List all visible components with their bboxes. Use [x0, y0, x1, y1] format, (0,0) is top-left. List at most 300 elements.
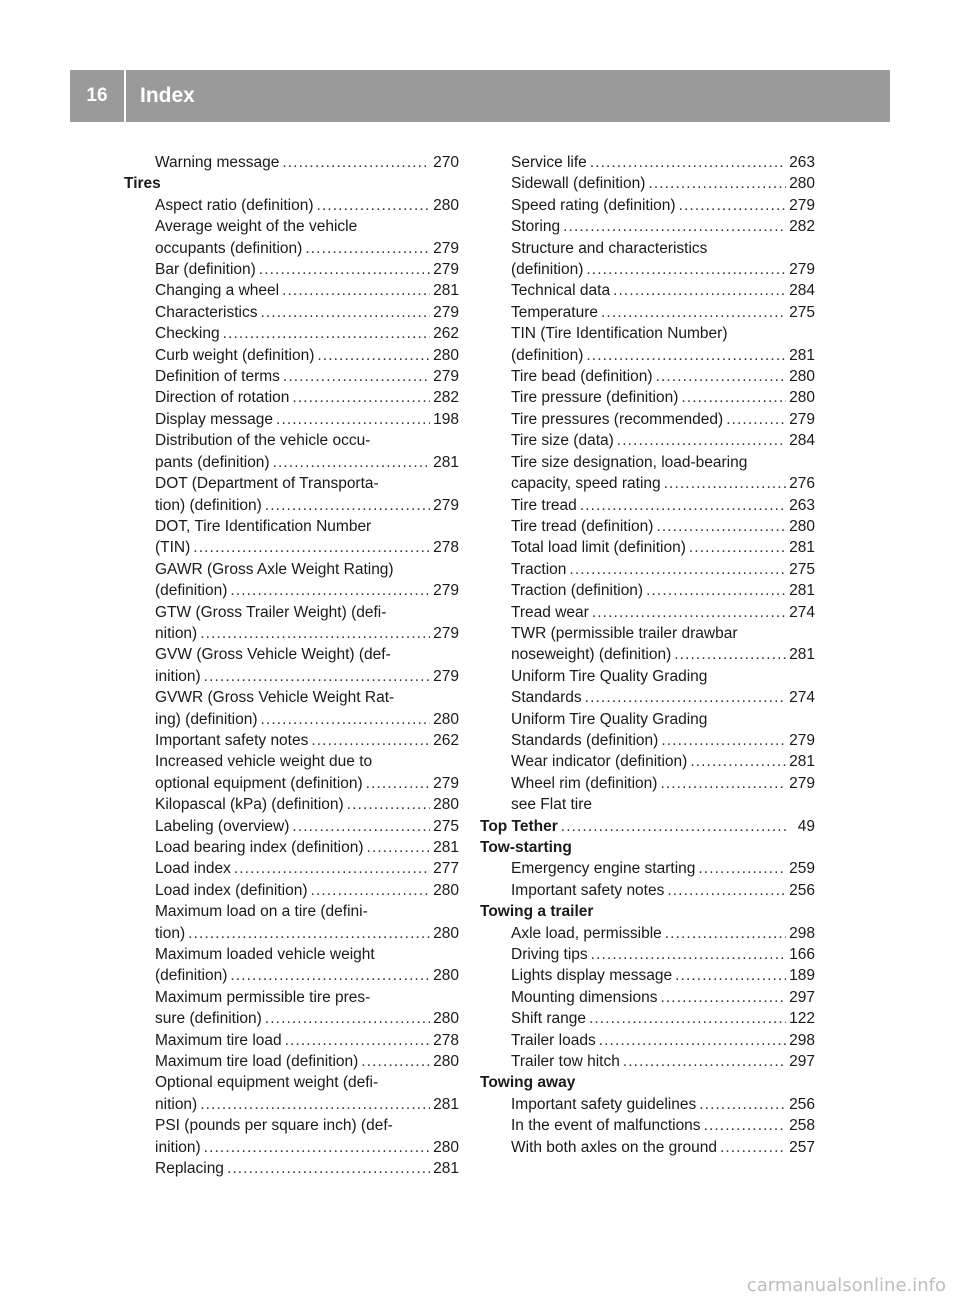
entry-label: (TIN)	[155, 539, 191, 557]
page-ref: 280	[433, 881, 459, 899]
dot-leader	[681, 387, 786, 408]
dot-leader	[585, 687, 786, 708]
dot-leader	[699, 1094, 786, 1115]
index-entry	[124, 944, 459, 965]
entry-label: Maximum tire load	[155, 1031, 282, 1049]
index-entry	[480, 1115, 815, 1136]
entry-label: Uniform Tire Quality Grading	[511, 710, 708, 728]
dot-leader	[204, 666, 430, 687]
page-ref: 280	[433, 796, 459, 814]
entry-label: Definition of terms	[155, 368, 280, 386]
dot-leader	[656, 516, 786, 537]
page-ref: 279	[433, 774, 459, 792]
entry-label: Important safety notes	[511, 881, 665, 899]
index-entry	[480, 323, 815, 344]
page-ref: 270	[433, 154, 459, 171]
index-entry	[480, 1094, 815, 1115]
page-ref: 279	[433, 303, 459, 321]
index-entry	[124, 794, 459, 815]
page-ref: 279	[789, 261, 815, 279]
entry-label: ing) (definition)	[155, 710, 258, 728]
index-entry	[124, 259, 459, 280]
dot-leader	[674, 644, 786, 665]
index-entry	[124, 387, 459, 408]
page-ref: 275	[433, 817, 459, 835]
entry-label: TWR (permissible trailer drawbar	[511, 624, 738, 642]
entry-label: (definition)	[155, 967, 228, 985]
entry-label: Changing a wheel	[155, 282, 280, 300]
dot-leader	[656, 366, 786, 387]
dot-leader	[285, 1030, 430, 1051]
entry-label: Distribution of the vehicle occu-	[155, 432, 371, 450]
entry-label: Mounting dimensions	[511, 988, 658, 1006]
page-ref: 279	[789, 410, 815, 428]
dot-leader	[273, 452, 430, 473]
page-ref: 49	[797, 817, 815, 835]
index-entry	[480, 1051, 815, 1072]
page-ref: 189	[789, 967, 815, 985]
page-ref: 122	[789, 1010, 815, 1028]
entry-label: Tire bead (definition)	[511, 368, 653, 386]
index-entry	[124, 216, 459, 237]
entry-label: Standards	[511, 689, 582, 707]
index-entry	[124, 644, 459, 665]
entry-label: Technical data	[511, 282, 611, 300]
index-entry	[480, 495, 815, 516]
entry-label: Curb weight (definition)	[155, 346, 315, 364]
page-ref: 298	[789, 1031, 815, 1049]
entry-label: Tires	[124, 175, 161, 193]
entry-label: Shift range	[511, 1010, 586, 1028]
index-entry	[124, 195, 459, 216]
dot-leader	[660, 987, 786, 1008]
index-entry	[124, 987, 459, 1008]
entry-label: occupants (definition)	[155, 239, 303, 257]
dot-leader	[667, 880, 786, 901]
page-ref: 263	[789, 154, 815, 171]
dot-leader	[193, 537, 430, 558]
index-entry	[124, 880, 459, 901]
entry-label: Maximum loaded vehicle weight	[155, 946, 375, 964]
index-entry	[124, 495, 459, 516]
page-ref: 279	[789, 196, 815, 214]
dot-leader	[311, 730, 430, 751]
entry-label: DOT (Department of Transporta-	[155, 475, 379, 493]
dot-leader	[265, 495, 430, 516]
index-entry	[480, 751, 815, 772]
entry-label: Traction	[511, 560, 567, 578]
entry-label: inition)	[155, 1138, 201, 1156]
index-entry	[480, 858, 815, 879]
index-entry	[124, 602, 459, 623]
index-entry	[480, 1008, 815, 1029]
page-ref: 280	[789, 389, 815, 407]
index-entry	[124, 302, 459, 323]
page-ref: 281	[433, 453, 459, 471]
index-heading	[480, 901, 815, 922]
entry-label: GAWR (Gross Axle Weight Rating)	[155, 560, 394, 578]
page-ref: 280	[433, 346, 459, 364]
entry-label: Traction (definition)	[511, 582, 644, 600]
index-entry	[124, 730, 459, 751]
dot-leader	[282, 152, 430, 173]
dot-leader	[317, 345, 430, 366]
entry-label: pants (definition)	[155, 453, 270, 471]
dot-leader	[311, 880, 430, 901]
page-ref: 280	[433, 196, 459, 214]
page-ref: 275	[789, 303, 815, 321]
index-entry	[480, 195, 815, 216]
entry-label: Warning message	[155, 154, 280, 171]
page-ref: 280	[433, 1138, 459, 1156]
entry-label: optional equipment (definition)	[155, 774, 363, 792]
entry-label: Wheel rim (definition)	[511, 774, 658, 792]
entry-label: Characteristics	[155, 303, 258, 321]
entry-label: TIN (Tire Identification Number)	[511, 325, 728, 343]
page-ref: 282	[433, 389, 459, 407]
dot-leader	[204, 1137, 430, 1158]
index-entry	[124, 1051, 459, 1072]
index-column-left	[124, 152, 459, 1180]
index-entry	[480, 173, 815, 194]
entry-label: Tread wear	[511, 603, 589, 621]
entry-label: Standards (definition)	[511, 731, 659, 749]
page-ref: 281	[789, 582, 815, 600]
index-entry	[124, 409, 459, 430]
index-entry	[480, 1030, 815, 1051]
entry-label: sure (definition)	[155, 1010, 262, 1028]
page-ref: 281	[433, 1095, 459, 1113]
entry-label: nition)	[155, 1095, 198, 1113]
index-entry	[480, 387, 815, 408]
entry-label: Towing a trailer	[480, 903, 594, 921]
dot-leader	[586, 345, 786, 366]
page-ref: 281	[433, 839, 459, 856]
index-entry	[124, 430, 459, 451]
dot-leader	[589, 1008, 786, 1029]
dot-leader	[617, 430, 786, 451]
page-ref: 284	[789, 282, 815, 300]
entry-label: PSI (pounds per square inch) (def-	[155, 1117, 393, 1135]
index-entry	[124, 1158, 459, 1179]
entry-label: In the event of malfunctions	[511, 1117, 701, 1135]
dot-leader	[283, 366, 430, 387]
entry-label: Emergency engine starting	[511, 860, 696, 878]
index-entry	[124, 473, 459, 494]
entry-label: Direction of rotation	[155, 389, 290, 407]
index-entry	[124, 965, 459, 986]
index-entry	[124, 837, 459, 858]
index-entry	[124, 923, 459, 944]
index-entry	[480, 602, 815, 623]
index-entry	[480, 923, 815, 944]
page-header	[70, 70, 890, 122]
dot-leader	[317, 195, 430, 216]
dot-leader	[200, 1094, 430, 1115]
page-ref: 281	[789, 753, 815, 771]
dot-leader	[276, 409, 430, 430]
dot-leader	[690, 751, 786, 772]
entry-label: Axle load, permissible	[511, 924, 662, 942]
entry-label: Checking	[155, 325, 220, 343]
index-entry	[124, 345, 459, 366]
dot-leader	[675, 965, 786, 986]
dot-leader	[282, 280, 430, 301]
entry-label: capacity, speed rating	[511, 475, 661, 493]
page-ref: 279	[789, 731, 815, 749]
entry-label: Top Tether	[480, 817, 558, 835]
entry-label: noseweight) (definition)	[511, 646, 672, 664]
entry-label: DOT, Tire Identification Number	[155, 517, 372, 535]
dot-leader	[292, 816, 430, 837]
dot-leader	[720, 1137, 786, 1158]
dot-leader	[265, 1008, 430, 1029]
index-entry	[480, 559, 815, 580]
index-entry	[480, 152, 815, 173]
index-entry	[124, 559, 459, 580]
dot-leader	[230, 580, 430, 601]
index-entry	[124, 1115, 459, 1136]
entry-label: Maximum permissible tire pres-	[155, 988, 371, 1006]
dot-leader	[704, 1115, 786, 1136]
page-ref: 279	[433, 667, 459, 685]
index-entry	[124, 1008, 459, 1029]
page-ref: 298	[789, 924, 815, 942]
dot-leader	[601, 302, 786, 323]
index-entry	[480, 216, 815, 237]
index-column-right	[480, 152, 815, 1158]
entry-label: Maximum load on a tire (defini-	[155, 903, 368, 921]
dot-leader	[665, 923, 786, 944]
entry-label: Tire pressure (definition)	[511, 389, 679, 407]
entry-label: Optional equipment weight (defi-	[155, 1074, 379, 1092]
index-entry	[480, 687, 815, 708]
dot-leader	[259, 259, 430, 280]
index-entry	[124, 537, 459, 558]
entry-label: Average weight of the vehicle	[155, 218, 358, 236]
entry-label: tion)	[155, 924, 186, 942]
entry-label: Uniform Tire Quality Grading	[511, 667, 708, 685]
entry-label: GTW (Gross Trailer Weight) (defi-	[155, 603, 387, 621]
index-entry	[480, 965, 815, 986]
index-entry	[480, 452, 815, 473]
dot-leader	[563, 216, 786, 237]
page-ref: 281	[433, 282, 459, 300]
dot-leader	[561, 816, 786, 837]
entry-label: Trailer tow hitch	[511, 1053, 620, 1071]
entry-label: inition)	[155, 667, 201, 685]
entry-label: Important safety notes	[155, 731, 309, 749]
page-ref: 198	[433, 410, 459, 428]
entry-label: Wear indicator (definition)	[511, 753, 688, 771]
entry-label: Load index (definition)	[155, 881, 308, 899]
dot-leader	[200, 623, 430, 644]
index-entry	[480, 409, 815, 430]
index-entry	[124, 152, 459, 173]
page-ref: 259	[789, 860, 815, 878]
dot-leader	[569, 559, 786, 580]
dot-leader	[234, 858, 430, 879]
index-entry	[124, 709, 459, 730]
dot-leader	[613, 280, 786, 301]
index-heading	[480, 837, 815, 858]
entry-label: Storing	[511, 218, 561, 236]
page-ref: 280	[789, 517, 815, 535]
index-entry	[124, 580, 459, 601]
index-entry	[480, 730, 815, 751]
index-entry	[480, 366, 815, 387]
index-entry	[124, 366, 459, 387]
index-entry	[480, 345, 815, 366]
index-entry	[480, 516, 815, 537]
page-ref: 278	[433, 539, 459, 557]
dot-leader	[590, 152, 786, 173]
entry-label: Sidewall (definition)	[511, 175, 646, 193]
entry-label: see Flat tire	[511, 796, 592, 814]
entry-label: (definition)	[511, 346, 584, 364]
index-entry	[480, 880, 815, 901]
dot-leader	[623, 1051, 786, 1072]
index-entry	[480, 280, 815, 301]
dot-leader	[347, 794, 430, 815]
page-ref: 280	[789, 368, 815, 386]
entry-label: Tire tread (definition)	[511, 517, 654, 535]
dot-leader	[591, 944, 786, 965]
entry-label: Labeling (overview)	[155, 817, 290, 835]
dot-leader	[366, 773, 430, 794]
entry-label: Kilopascal (kPa) (definition)	[155, 796, 344, 814]
index-entry	[124, 816, 459, 837]
index-entry	[124, 516, 459, 537]
index-entry	[480, 302, 815, 323]
page-ref: 279	[433, 368, 459, 386]
page-ref: 297	[789, 988, 815, 1006]
index-entry	[124, 1072, 459, 1093]
index-entry	[480, 580, 815, 601]
entry-label: Tire tread	[511, 496, 577, 514]
index-heading	[480, 816, 815, 837]
page-ref: 279	[433, 496, 459, 514]
page-ref: 280	[433, 924, 459, 942]
dot-leader	[223, 323, 430, 344]
entry-label: (definition)	[511, 261, 584, 279]
dot-leader	[261, 709, 430, 730]
dot-leader	[661, 730, 786, 751]
entry-label: Structure and characteristics	[511, 239, 708, 257]
page-ref: 281	[789, 539, 815, 557]
page-ref: 274	[789, 689, 815, 707]
index-entry	[124, 323, 459, 344]
page-ref: 256	[789, 881, 815, 899]
entry-label: Lights display message	[511, 967, 673, 985]
index-entry	[480, 794, 815, 815]
page-ref: 275	[789, 560, 815, 578]
index-entry	[124, 623, 459, 644]
dot-leader	[367, 837, 430, 858]
entry-label: Temperature	[511, 303, 599, 321]
entry-label: Tire size designation, load-bearing	[511, 453, 748, 471]
index-entry	[480, 238, 815, 259]
index-entry	[124, 1030, 459, 1051]
entry-label: Bar (definition)	[155, 261, 256, 279]
index-entry	[124, 773, 459, 794]
index-entry	[124, 452, 459, 473]
page-ref: 279	[789, 774, 815, 792]
entry-label: Load bearing index (definition)	[155, 839, 364, 856]
dot-leader	[586, 259, 786, 280]
index-entry	[480, 666, 815, 687]
page-ref: 281	[433, 1160, 459, 1178]
index-entry	[480, 709, 815, 730]
dot-leader	[592, 602, 786, 623]
dot-leader	[648, 173, 786, 194]
page-ref: 280	[433, 1010, 459, 1028]
page-ref: 284	[789, 432, 815, 450]
index-entry	[480, 259, 815, 280]
dot-leader	[188, 923, 430, 944]
index-entry	[480, 430, 815, 451]
entry-label: Total load limit (definition)	[511, 539, 686, 557]
page-ref: 279	[433, 624, 459, 642]
dot-leader	[726, 409, 786, 430]
page-number: 16	[70, 70, 126, 122]
dot-leader	[580, 495, 786, 516]
entry-label: nition)	[155, 624, 198, 642]
index-heading	[124, 173, 459, 194]
entry-label: GVWR (Gross Vehicle Weight Rat-	[155, 689, 395, 707]
dot-leader	[689, 537, 786, 558]
entry-label: Service life	[511, 154, 587, 171]
page-ref: 166	[789, 946, 815, 964]
dot-leader	[698, 858, 786, 879]
watermark: carmanualsonline.info	[746, 1275, 946, 1296]
index-entry	[480, 644, 815, 665]
page-ref: 258	[789, 1117, 815, 1135]
page-ref: 257	[789, 1138, 815, 1156]
entry-label: With both axles on the ground	[511, 1138, 717, 1156]
entry-label: Load index	[155, 860, 231, 878]
index-entry	[124, 238, 459, 259]
page-ref: 281	[789, 646, 815, 664]
page-ref: 280	[433, 1053, 459, 1071]
dot-leader	[305, 238, 430, 259]
index-entry	[124, 858, 459, 879]
dot-leader	[646, 580, 786, 601]
page-ref: 263	[789, 496, 815, 514]
entry-label: Important safety guidelines	[511, 1095, 697, 1113]
page-ref: 276	[789, 475, 815, 493]
index-entry	[124, 751, 459, 772]
index-entry	[124, 666, 459, 687]
page-ref: 274	[789, 603, 815, 621]
index-entry	[124, 280, 459, 301]
page-ref: 280	[433, 710, 459, 728]
entry-label: Maximum tire load (definition)	[155, 1053, 359, 1071]
page-ref: 262	[433, 325, 459, 343]
index-entry	[480, 537, 815, 558]
index-entry	[480, 773, 815, 794]
entry-label: (definition)	[155, 582, 228, 600]
entry-label: Increased vehicle weight due to	[155, 753, 373, 771]
entry-label: GVW (Gross Vehicle Weight) (def-	[155, 646, 391, 664]
entry-label: Aspect ratio (definition)	[155, 196, 314, 214]
entry-label: Tire size (data)	[511, 432, 614, 450]
dot-leader	[361, 1051, 430, 1072]
index-entry	[480, 1137, 815, 1158]
page-ref: 280	[789, 175, 815, 193]
entry-label: Speed rating (definition)	[511, 196, 676, 214]
dot-leader	[679, 195, 786, 216]
